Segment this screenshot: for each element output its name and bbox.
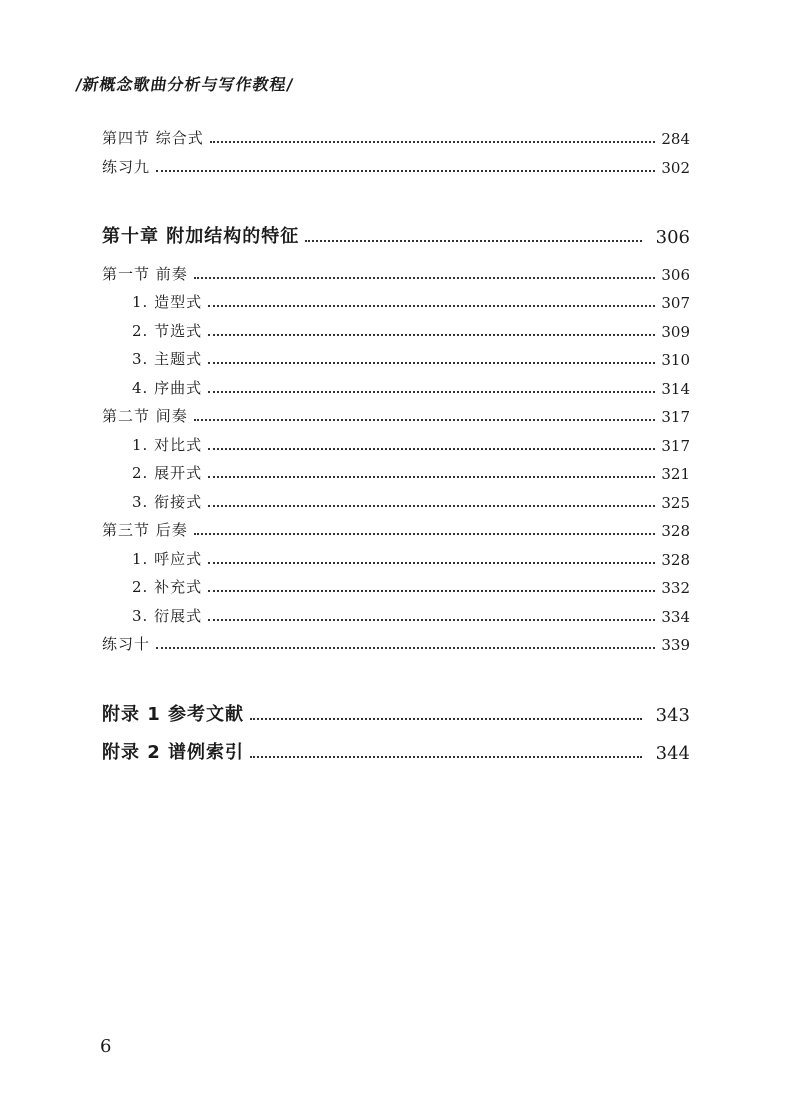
toc-entry-page: 302 [661,159,690,177]
toc-entry[interactable] [102,260,690,284]
dot-leader [210,141,656,143]
toc-subentry-page: 328 [661,551,690,569]
dot-leader [194,419,656,421]
dot-leader [208,391,655,393]
toc-subentry-label: 3. 主题式 [132,350,203,368]
toc-subentry-label: 2. 展开式 [132,464,203,482]
toc-subentry-label: 3. 衍展式 [132,607,203,625]
toc-entry-page: 284 [661,130,690,148]
toc-entry[interactable] [102,630,690,654]
toc-subentry-page: 310 [661,351,690,369]
toc-entry-page: 339 [661,636,690,654]
dot-leader [250,718,642,720]
toc-subentry-label: 1. 造型式 [132,293,203,311]
toc-entry[interactable] [102,402,690,426]
toc-appendix-entry[interactable] [102,740,690,764]
toc-entry[interactable] [102,124,690,148]
toc-subentry-label: 1. 呼应式 [132,550,203,568]
page-number: 6 [100,1036,112,1057]
toc-entry-label: 练习十 [102,635,151,653]
toc-subentry[interactable] [132,602,690,626]
toc-subentry[interactable] [132,345,690,369]
toc-subentry[interactable] [132,317,690,341]
toc-subentry-label: 2. 补充式 [132,578,203,596]
toc-subentry-label: 4. 序曲式 [132,379,203,397]
toc-entry-label: 第四节 综合式 [102,129,204,147]
toc-subentry-label: 3. 衔接式 [132,493,203,511]
toc-subentry[interactable] [132,288,690,312]
dot-leader [194,277,656,279]
toc-chapter-entry[interactable] [102,224,690,248]
dot-leader [208,448,655,450]
toc-subentry-label: 2. 节选式 [132,322,203,340]
dot-leader [305,240,641,242]
toc-subentry[interactable] [132,459,690,483]
toc-appendix-page: 344 [655,743,690,764]
toc-entry-page: 306 [661,266,690,284]
toc-subentry-page: 325 [661,494,690,512]
toc-subentry[interactable] [132,431,690,455]
toc-entry[interactable] [102,516,690,540]
toc-subentry-page: 334 [661,608,690,626]
toc-appendix-label: 附录 2 谱例索引 [102,742,245,763]
toc-entry[interactable] [102,153,690,177]
dot-leader [208,619,655,621]
dot-leader [208,362,655,364]
toc-subentry[interactable] [132,573,690,597]
toc-subentry-page: 321 [661,465,690,483]
toc-subentry-page: 314 [661,380,690,398]
toc-entry-label: 第二节 间奏 [102,407,188,425]
toc-subentry[interactable] [132,374,690,398]
toc-chapter-page: 306 [655,227,690,248]
toc-subentry-page: 309 [661,323,690,341]
dot-leader [208,305,655,307]
running-header-title: 新概念歌曲分析与写作教程 [81,75,289,94]
toc-entry-page: 317 [661,408,690,426]
toc-appendix-label: 附录 1 参考文献 [102,704,245,725]
toc-chapter-label: 第十章 附加结构的特征 [102,226,300,247]
dot-leader [156,647,655,649]
dot-leader [156,170,655,172]
toc-entry-label: 第一节 前奏 [102,265,188,283]
toc-subentry-page: 307 [661,294,690,312]
dot-leader [250,756,642,758]
toc-subentry-page: 332 [661,579,690,597]
dot-leader [208,590,655,592]
toc-entry-page: 328 [661,522,690,540]
toc-appendix-entry[interactable] [102,702,690,726]
dot-leader [208,334,655,336]
running-header: /新概念歌曲分析与写作教程/ [74,75,295,94]
toc-subentry[interactable] [132,488,690,512]
dot-leader [208,505,655,507]
dot-leader [208,476,655,478]
toc-subentry[interactable] [132,545,690,569]
dot-leader [194,533,656,535]
toc-entry-label: 练习九 [102,158,151,176]
toc-subentry-page: 317 [661,437,690,455]
toc-entry-label: 第三节 后奏 [102,521,188,539]
toc-subentry-label: 1. 对比式 [132,436,203,454]
toc-appendix-page: 343 [655,705,690,726]
dot-leader [208,562,655,564]
